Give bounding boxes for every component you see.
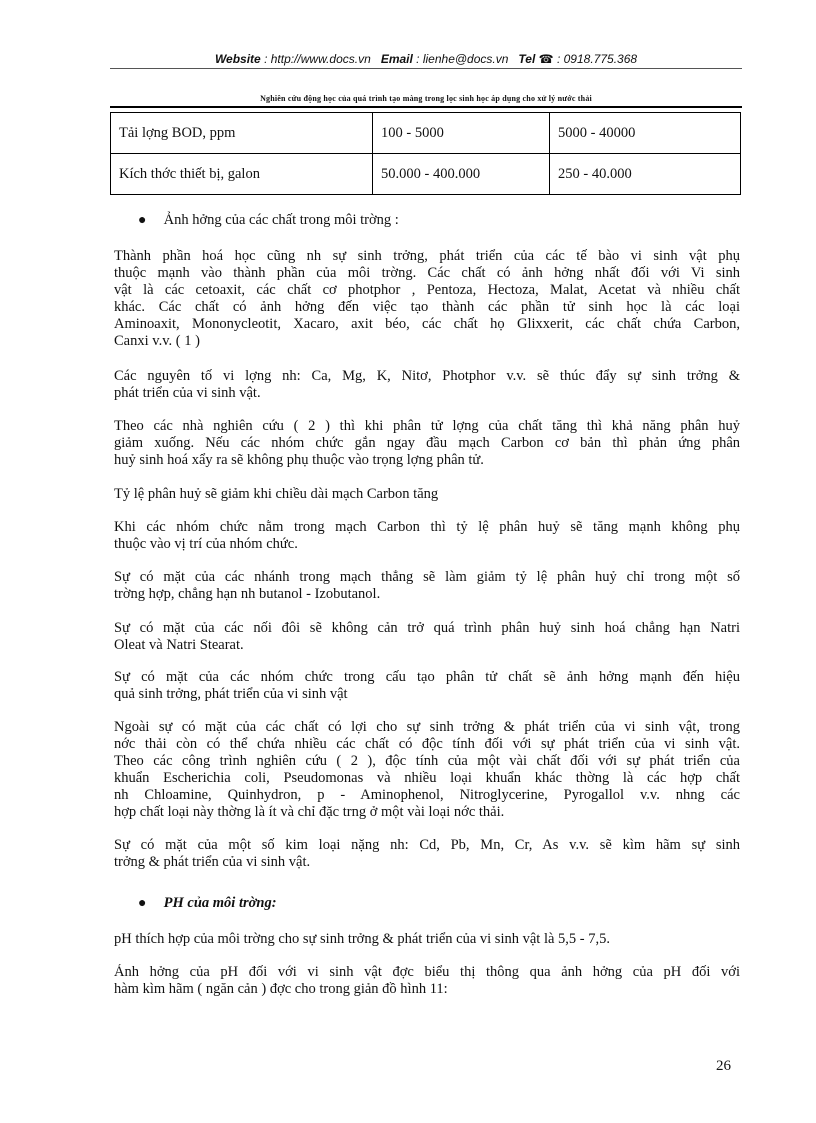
paragraph-line: khuẩn Escherichia coli, Pseudomonas và nhiều loại khuẩn khác thờng là các hợp chất — [114, 770, 740, 786]
paragraph-line: Sự có mặt của các nối đôi sẽ không cản trở quá trình phân huỷ sinh hoá chẳng hạn Natri — [114, 620, 740, 636]
paragraph-line: Ảnh hởng của pH đối với vi sinh vật đợc biểu thị thông qua ảnh hởng của pH đối với — [114, 964, 740, 980]
table-cell: 250 - 40.000 — [550, 154, 741, 195]
paragraph-line: quả sinh trởng, phát triển của vi sinh vật — [114, 686, 348, 702]
paragraph-line: trởng & phát triển của vi sinh vật. — [114, 854, 311, 870]
paragraph-line: hợp chất loại này thờng là ít và chỉ đặc trng ở một vài loại nớc thải. — [114, 804, 505, 820]
paragraph-line: Sự có mặt của các nhánh trong mạch thẳng sẽ làm giảm tỷ lệ phân huỷ chỉ trong một số — [114, 569, 740, 585]
table-row — [111, 154, 741, 195]
paragraph-line: Oleat và Natri Stearat. — [114, 637, 244, 653]
phone-icon: ☎ — [538, 52, 554, 66]
paragraph — [114, 418, 740, 469]
running-title: Nghiên cứu động học của quá trình tạo màng trong lọc sinh học áp dụng cho xử lý nước thải — [260, 94, 592, 103]
section-heading-text: PH của môi trờng: — [163, 895, 277, 911]
bullet-icon: ● — [138, 896, 147, 911]
email-value[interactable]: : lienhe@docs.vn — [416, 52, 509, 66]
paragraph-line: nớc thải còn có thể chứa nhiều các chất có độc tính đối với sự phát triển của vi sinh vật. — [114, 736, 740, 752]
paragraph — [114, 837, 740, 871]
paragraph — [114, 486, 740, 503]
paragraph — [114, 669, 740, 703]
paragraph-line: Các nguyên tố vi lợng nh: Ca, Mg, K, Nitơ, Photphor v.v. sẽ thúc đẩy sự sinh trởng & — [114, 368, 740, 384]
paragraph-line: trờng hợp, chẳng hạn nh butanol - Izobutanol. — [114, 586, 381, 602]
table-row — [111, 113, 741, 154]
paragraph-line: Sự có mặt của một số kim loại nặng nh: Cd, Pb, Mn, Cr, As v.v. sẽ kìm hãm sự sinh — [114, 837, 740, 853]
paragraph — [114, 248, 740, 350]
page-number: 26 — [716, 1058, 731, 1074]
paragraph-line: hàm kìm hãm ( ngăn cản ) đợc cho trong giản đồ hình 11: — [114, 981, 448, 997]
paragraph-line: thuộc vào vị trí của nhóm chức. — [114, 536, 298, 552]
paragraph-line: pH thích hợp của môi trờng cho sự sinh trởng & phát triển của vi sinh vật là 5,5 - 7,5. — [114, 931, 610, 947]
email-label: Email — [380, 52, 413, 66]
paragraph-line: Sự có mặt của các nhóm chức trong cấu tạo phân tử chất sẽ ảnh hởng mạnh đến hiệu — [114, 669, 740, 685]
paragraph-line: thuộc mạnh vào thành phần của môi trờng. Các chất có ảnh hởng nhất đối với Vi sinh — [114, 265, 740, 281]
paragraph-line: huỷ sinh hoá xẩy ra sẽ không phụ thuộc vào trọng lợng phân tử. — [114, 452, 484, 468]
paragraph — [114, 931, 740, 948]
website-url[interactable]: : http://www.docs.vn — [264, 52, 371, 66]
paragraph-line: Khi các nhóm chức nằm trong mạch Carbon thì tỷ lệ phân huỷ sẽ tăng mạnh không phụ — [114, 519, 740, 535]
paragraph-line: Ngoài sự có mặt của các chất có lợi cho sự sinh trởng & phát triển của vi sinh vật, trong — [114, 719, 740, 735]
table-cell: 5000 - 40000 — [550, 113, 741, 154]
tel-label: Tel — [518, 52, 536, 66]
paragraph-line: giảm xuống. Nếu các nhóm chức gắn ngay đầu mạch Carbon cơ bản thì phản ứng phân — [114, 435, 740, 451]
tel-value: : 0918.775.368 — [556, 52, 638, 66]
paragraph-line: Theo các công trình nghiên cứu ( 2 ), độc tính của một vài chất đối với sự phát triển của — [114, 753, 740, 769]
paragraph-line: khác. Các chất có ảnh hởng đến việc tạo thành các phần tử sinh học là các loại — [114, 299, 740, 315]
website-label: Website — [214, 52, 261, 66]
table-cell: 100 - 5000 — [373, 113, 550, 154]
paragraph-line: phát triển của vi sinh vật. — [114, 385, 261, 401]
paragraph-line: Thành phần hoá học cũng nh sự sinh trởng, phát triển của các tế bào vi sinh vật phụ — [114, 248, 740, 264]
table-cell: 50.000 - 400.000 — [373, 154, 550, 195]
header-divider — [110, 68, 742, 69]
paragraph-line: Canxi v.v. ( 1 ) — [114, 333, 200, 349]
table-cell: Kích thớc thiết bị, galon — [111, 154, 373, 195]
section-heading-effects — [138, 212, 399, 229]
paragraph-line: Aminoaxit, Mononycleotit, Xacaro, axit béo, các chất họ Glixxerit, các chất chứa Carbon, — [114, 316, 740, 332]
paragraph — [114, 964, 740, 998]
paragraph-line: Tỷ lệ phân huỷ sẽ giảm khi chiều dài mạch Carbon tăng — [114, 486, 439, 502]
paragraph — [114, 368, 740, 402]
section-heading-ph — [138, 895, 277, 912]
paragraph — [114, 519, 740, 553]
bullet-icon: ● — [138, 213, 147, 228]
running-title-divider — [110, 106, 742, 108]
paragraph — [114, 620, 740, 654]
paragraph — [114, 719, 740, 821]
paragraph-line: Theo các nhà nghiên cứu ( 2 ) thì khi phân tử lợng của chất tăng thì khả năng phân huỷ — [114, 418, 740, 434]
paragraph-line: vật là các cetoaxit, các chất cơ photphor , Pentoza, Hectoza, Malat, Acetat và nhiều chất — [114, 282, 740, 298]
paragraph-line: nh Chloamine, Quinhydron, p - Aminophenol, Nitroglycerine, Pyrogallol v.v. nhng các — [114, 787, 740, 803]
table-cell: Tải lợng BOD, ppm — [111, 113, 373, 154]
paragraph — [114, 569, 740, 603]
parameter-table — [110, 112, 741, 195]
section-heading-text: Ảnh hởng của các chất trong môi trờng : — [163, 212, 399, 228]
